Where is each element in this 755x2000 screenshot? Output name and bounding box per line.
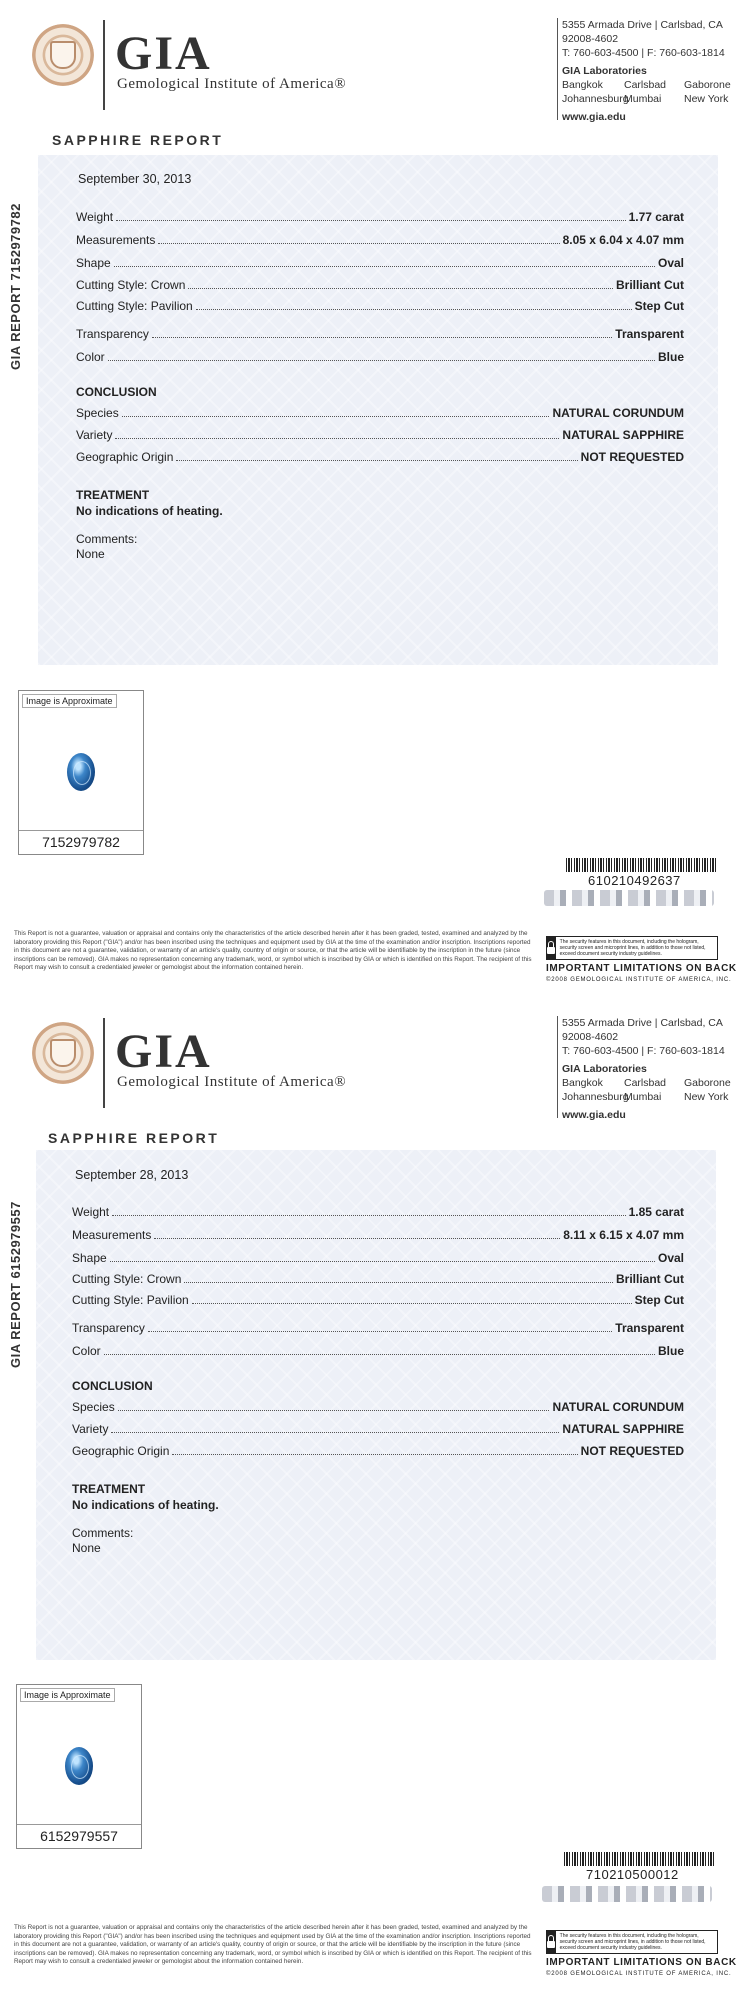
comments-value: None [72,1541,101,1555]
header-divider [103,20,105,110]
security-note-text: The security features in this document, including the hologram, security screen and microprint lines, in addition to those not listed, exceed document security industry guidelines. [559,1933,706,1951]
lab-city: Mumbai [624,1091,662,1103]
important-limitations: IMPORTANT LIMITATIONS ON BACK [546,963,737,974]
crown-value: Brilliant Cut [616,278,684,292]
crown-label: Cutting Style: Crown [76,278,186,292]
sapphire-report-1 [0,0,755,996]
crown-row [72,1272,684,1286]
report-title: SAPPHIRE REPORT [52,132,224,148]
pavilion-value: Step Cut [634,1293,684,1307]
species-value: NATURAL CORUNDUM [552,406,684,420]
measurements-value: 8.11 x 6.15 x 4.07 mm [563,1228,684,1242]
shape-value: Oval [657,256,684,270]
color-value: Blue [657,1344,684,1358]
transparency-label: Transparency [76,327,149,341]
treatment-heading: TREATMENT [76,488,150,502]
variety-label: Variety [76,428,113,442]
lab-city: Bangkok [562,79,603,91]
transparency-value: Transparent [615,327,684,341]
origin-value: NOT REQUESTED [580,1444,684,1458]
conclusion-heading: CONCLUSION [76,385,157,399]
lab-city: Johannesburg [562,93,629,105]
species-label: Species [72,1400,115,1414]
conclusion-heading: CONCLUSION [72,1379,153,1393]
lock-icon [547,937,556,959]
address-divider [557,1016,558,1118]
variety-value: NATURAL SAPPHIRE [562,428,684,442]
origin-row [72,1444,684,1458]
comments-label: Comments: [72,1526,134,1540]
website-link[interactable]: www.gia.edu [562,111,626,123]
lab-city: Gaborone [684,1077,731,1089]
lab-address-block [562,18,755,124]
variety-value: NATURAL SAPPHIRE [562,1422,684,1436]
lab-city: Bangkok [562,1077,603,1089]
phone-line: T: 760-603-4500 | F: 760-603-1814 [562,47,725,59]
report-date: September 30, 2013 [78,172,192,186]
gia-institute-name: Gemological Institute of America® [117,76,347,92]
variety-row [72,1422,684,1436]
barcode-number: 610210492637 [588,873,681,888]
lab-city: Gaborone [684,79,731,91]
gia-institute-name: Gemological Institute of America® [117,1074,347,1090]
measurements-row [76,233,684,247]
treatment-heading: TREATMENT [72,1482,146,1496]
color-value: Blue [657,350,684,364]
report-title: SAPPHIRE REPORT [48,1130,220,1146]
gia-logo-text: GIA [115,27,212,80]
shape-label: Shape [76,256,111,270]
crown-value: Brilliant Cut [616,1272,684,1286]
species-value: NATURAL CORUNDUM [552,1400,684,1414]
shape-label: Shape [72,1251,107,1265]
transparency-value: Transparent [615,1321,684,1335]
transparency-row [72,1321,684,1335]
measurements-value: 8.05 x 6.04 x 4.07 mm [562,233,684,247]
gem-image-box [18,690,144,855]
shape-value: Oval [657,1251,684,1265]
treatment-value: No indications of heating. [76,504,223,518]
lab-city: Mumbai [624,93,662,105]
origin-value: NOT REQUESTED [580,450,684,464]
report-number: 7152979782 [19,830,143,854]
comments-value: None [76,547,105,561]
hologram-strip [542,1886,712,1902]
gia-seal-logo [32,1022,94,1084]
color-label: Color [76,350,105,364]
comments-label: Comments: [76,532,138,546]
variety-label: Variety [72,1422,109,1436]
shape-row [76,256,684,270]
disclaimer-text: This Report is not a guarantee, valuation or appraisal and contains only the characteristics of the article described herein after it has been graded, tested, examined and analyzed by the laboratory providing this Report ("GIA") and/or has been inscribed using the techniques and equipment used by GIA at the time of the examination and/or inscription. Inscriptions reported in this document are not a guarantee, validation, or warranty of an article's quality, country of origin or source, or that the article will be identifiable by the inscription in the future (since inscriptions can be removed). GIA makes no representation concerning any trademark, word, or symbol which is inscribed by GIA or which is identified on this Report. The recipient of this Report may wish to consult a credentialed jeweler or gemologist about the information contained herein. [14,1924,532,1966]
measurements-label: Measurements [76,233,156,247]
address-divider [557,18,558,120]
image-caption: Image is Approximate [22,694,117,708]
oval-sapphire-image [67,753,95,791]
security-note-text: The security features in this document, including the hologram, security screen and microprint lines, in addition to those not listed, exceed document security industry guidelines. [559,939,706,957]
transparency-row [76,327,684,341]
color-label: Color [72,1344,101,1358]
lab-city: New York [684,1091,729,1103]
measurements-label: Measurements [72,1228,152,1242]
gem-image-box [16,1684,142,1849]
origin-row [76,450,684,464]
variety-row [76,428,684,442]
treatment-value: No indications of heating. [72,1498,219,1512]
gia-logo-text: GIA [115,1025,212,1078]
color-row [72,1344,684,1358]
pavilion-row [72,1293,684,1307]
copyright-text: ©2008 GEMOLOGICAL INSTITUTE OF AMERICA, INC. [546,1971,732,1977]
species-row [76,406,684,420]
hologram-strip [544,890,714,906]
transparency-label: Transparency [72,1321,145,1335]
weight-value: 1.77 carat [628,210,684,224]
color-row [76,350,684,364]
crown-label: Cutting Style: Crown [72,1272,182,1286]
origin-label: Geographic Origin [72,1444,170,1458]
crown-row [76,278,684,292]
pavilion-value: Step Cut [634,299,684,313]
report-date: September 28, 2013 [75,1168,189,1182]
weight-label: Weight [72,1205,110,1219]
report-number: 6152979557 [17,1824,141,1848]
gia-seal-logo [32,24,94,86]
copyright-text: ©2008 GEMOLOGICAL INSTITUTE OF AMERICA, INC. [546,977,732,983]
lab-city: Johannesburg [562,1091,629,1103]
labs-title: GIA Laboratories [562,65,647,77]
important-limitations: IMPORTANT LIMITATIONS ON BACK [546,1957,737,1968]
lab-city: New York [684,93,729,105]
address-line: 5355 Armada Drive | Carlsbad, CA 92008-4602 [562,19,723,45]
oval-sapphire-image [65,1747,93,1785]
address-line: 5355 Armada Drive | Carlsbad, CA 92008-4602 [562,1017,723,1043]
report-side-label: GIA REPORT 6152979557 [8,1201,23,1368]
disclaimer-text: This Report is not a guarantee, valuation or appraisal and contains only the characteristics of the article described herein after it has been graded, tested, examined and analyzed by the laboratory providing this Report ("GIA") and/or has been inscribed using the techniques and equipment used by GIA at the time of the examination and/or inscription. Inscriptions reported in this document are not a guarantee, validation, or warranty of an article's quality, country of origin or source, or that the article will be identifiable by the inscription in the future (since inscriptions can be removed). GIA makes no representation concerning any trademark, word, or symbol which is inscribed by GIA or which is identified on this Report. The recipient of this Report may wish to consult a credentialed jeweler or gemologist about the information contained herein. [14,930,532,972]
pavilion-label: Cutting Style: Pavilion [76,299,193,313]
weight-row [72,1205,684,1219]
barcode-number: 710210500012 [586,1867,679,1882]
labs-title: GIA Laboratories [562,1063,647,1075]
lab-address-block [562,1016,755,1122]
pavilion-row [76,299,684,313]
lock-icon [547,1931,556,1953]
weight-label: Weight [76,210,114,224]
phone-line: T: 760-603-4500 | F: 760-603-1814 [562,1045,725,1057]
security-notice [546,1930,718,1954]
report-side-label: GIA REPORT 7152979782 [8,203,23,370]
shape-row [72,1251,684,1265]
measurements-row [72,1228,684,1242]
species-row [72,1400,684,1414]
origin-label: Geographic Origin [76,450,174,464]
weight-row [76,210,684,224]
security-notice [546,936,718,960]
weight-value: 1.85 carat [628,1205,684,1219]
pavilion-label: Cutting Style: Pavilion [72,1293,189,1307]
image-caption: Image is Approximate [20,1688,115,1702]
lab-city: Carlsbad [624,79,667,91]
sapphire-report-2 [0,998,755,1994]
barcode [566,858,716,872]
barcode [564,1852,714,1866]
header-divider [103,1018,105,1108]
website-link[interactable]: www.gia.edu [562,1109,626,1121]
species-label: Species [76,406,119,420]
lab-city: Carlsbad [624,1077,667,1089]
